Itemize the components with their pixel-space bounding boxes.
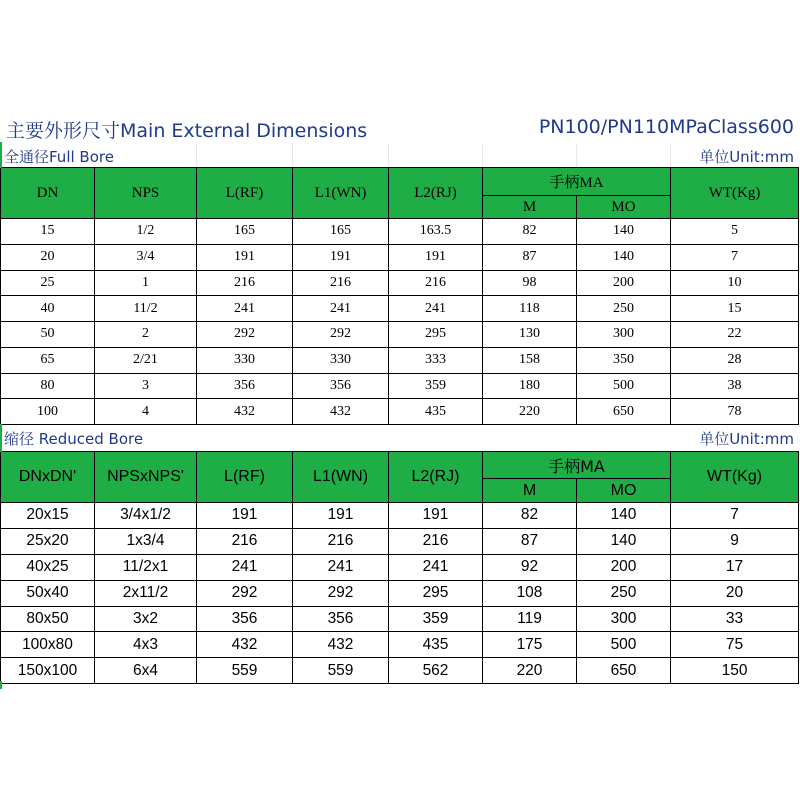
cell-nps: 2 xyxy=(95,322,197,348)
col-header-mo: MO xyxy=(577,479,671,503)
cell-m: 108 xyxy=(483,580,577,606)
cell-dn: 20x15 xyxy=(1,503,95,529)
reduced-bore-heading: 缩径 Reduced Bore xyxy=(4,430,144,448)
cell-m: 220 xyxy=(483,399,577,425)
cell-wt: 38 xyxy=(671,373,799,399)
reduced-bore-unit: 单位Unit:mm xyxy=(699,430,794,448)
cell-m: 98 xyxy=(483,270,577,296)
cell-nps: 3/4 xyxy=(95,244,197,270)
cell-l2-rj: 216 xyxy=(389,270,483,296)
table-row xyxy=(1,270,799,296)
cell-nps: 6x4 xyxy=(95,658,197,684)
cell-mo: 250 xyxy=(577,580,671,606)
cell-wt: 75 xyxy=(671,632,799,658)
reduced-bore-table xyxy=(0,451,799,684)
table-row xyxy=(1,322,799,348)
cell-l-rf: 292 xyxy=(197,322,293,348)
cell-wt: 5 xyxy=(671,219,799,245)
col-header-wt: WT(Kg) xyxy=(671,168,799,219)
table-row xyxy=(1,347,799,373)
cell-mo: 500 xyxy=(577,373,671,399)
cell-l1-wn: 356 xyxy=(293,606,389,632)
full-bore-table xyxy=(0,167,799,425)
cell-l1-wn: 559 xyxy=(293,658,389,684)
cell-l2-rj: 216 xyxy=(389,528,483,554)
cell-dn: 50 xyxy=(1,322,95,348)
table-row xyxy=(1,373,799,399)
cell-l2-rj: 163.5 xyxy=(389,219,483,245)
margin-marker xyxy=(0,681,2,689)
col-header-m: M xyxy=(483,479,577,503)
table-row xyxy=(1,503,799,529)
cell-l1-wn: 216 xyxy=(293,270,389,296)
cell-l2-rj: 359 xyxy=(389,606,483,632)
cell-l2-rj: 241 xyxy=(389,296,483,322)
cell-l-rf: 165 xyxy=(197,219,293,245)
cell-wt: 15 xyxy=(671,296,799,322)
cell-wt: 28 xyxy=(671,347,799,373)
cell-dn: 40x25 xyxy=(1,554,95,580)
cell-dn: 50x40 xyxy=(1,580,95,606)
cell-dn: 100x80 xyxy=(1,632,95,658)
cell-l1-wn: 432 xyxy=(293,399,389,425)
cell-m: 82 xyxy=(483,219,577,245)
cell-mo: 140 xyxy=(577,503,671,529)
cell-wt: 17 xyxy=(671,554,799,580)
cell-dn: 20 xyxy=(1,244,95,270)
cell-l1-wn: 191 xyxy=(293,244,389,270)
cell-mo: 650 xyxy=(577,399,671,425)
cell-l-rf: 356 xyxy=(197,373,293,399)
cell-l2-rj: 359 xyxy=(389,373,483,399)
cell-l1-wn: 292 xyxy=(293,580,389,606)
cell-wt: 7 xyxy=(671,244,799,270)
cell-l1-wn: 191 xyxy=(293,503,389,529)
cell-nps: 3x2 xyxy=(95,606,197,632)
cell-l1-wn: 292 xyxy=(293,322,389,348)
cell-l-rf: 432 xyxy=(197,632,293,658)
cell-nps: 2/21 xyxy=(95,347,197,373)
cell-m: 158 xyxy=(483,347,577,373)
cell-wt: 33 xyxy=(671,606,799,632)
title-row xyxy=(0,112,800,144)
col-header-handle: 手柄MA xyxy=(483,452,671,479)
col-header-wt: WT(Kg) xyxy=(671,452,799,503)
cell-mo: 140 xyxy=(577,528,671,554)
table-row xyxy=(1,296,799,322)
table-row xyxy=(1,554,799,580)
cell-dn: 80 xyxy=(1,373,95,399)
cell-m: 130 xyxy=(483,322,577,348)
cell-l-rf: 330 xyxy=(197,347,293,373)
cell-l2-rj: 295 xyxy=(389,580,483,606)
cell-dn: 150x100 xyxy=(1,658,95,684)
cell-wt: 20 xyxy=(671,580,799,606)
cell-l-rf: 559 xyxy=(197,658,293,684)
cell-l-rf: 356 xyxy=(197,606,293,632)
pressure-class-label: PN100/PN110MPaClass600 xyxy=(538,116,794,138)
cell-wt: 7 xyxy=(671,503,799,529)
cell-nps: 3/4x1/2 xyxy=(95,503,197,529)
cell-mo: 500 xyxy=(577,632,671,658)
cell-mo: 200 xyxy=(577,554,671,580)
col-header-l-rf: L(RF) xyxy=(197,168,293,219)
cell-dn: 65 xyxy=(1,347,95,373)
cell-mo: 300 xyxy=(577,606,671,632)
table-row xyxy=(1,399,799,425)
cell-nps: 1/2 xyxy=(95,219,197,245)
cell-mo: 140 xyxy=(577,219,671,245)
page-title: 主要外形尺寸Main External Dimensions xyxy=(6,120,368,142)
cell-m: 220 xyxy=(483,658,577,684)
cell-mo: 140 xyxy=(577,244,671,270)
cell-l1-wn: 216 xyxy=(293,528,389,554)
cell-nps: 1 xyxy=(95,270,197,296)
reduced-bore-table-body xyxy=(1,503,799,684)
cell-l-rf: 191 xyxy=(197,244,293,270)
cell-l1-wn: 432 xyxy=(293,632,389,658)
cell-nps: 4 xyxy=(95,399,197,425)
col-header-m: M xyxy=(483,196,577,219)
cell-wt: 9 xyxy=(671,528,799,554)
cell-l2-rj: 333 xyxy=(389,347,483,373)
cell-dn: 80x50 xyxy=(1,606,95,632)
col-header-l2-rj: L2(RJ) xyxy=(389,452,483,503)
col-header-nps: NPS xyxy=(95,168,197,219)
table-row xyxy=(1,606,799,632)
cell-l-rf: 432 xyxy=(197,399,293,425)
cell-l-rf: 191 xyxy=(197,503,293,529)
cell-wt: 22 xyxy=(671,322,799,348)
cell-m: 175 xyxy=(483,632,577,658)
cell-l1-wn: 241 xyxy=(293,554,389,580)
col-header-dn: DN xyxy=(1,168,95,219)
cell-wt: 10 xyxy=(671,270,799,296)
col-header-l2-rj: L2(RJ) xyxy=(389,168,483,219)
cell-nps: 11/2x1 xyxy=(95,554,197,580)
cell-dn: 40 xyxy=(1,296,95,322)
cell-dn: 25 xyxy=(1,270,95,296)
full-bore-heading: 全通径Full Bore xyxy=(4,148,114,166)
margin-marker xyxy=(0,424,2,452)
cell-m: 118 xyxy=(483,296,577,322)
cell-m: 87 xyxy=(483,244,577,270)
cell-l2-rj: 295 xyxy=(389,322,483,348)
cell-mo: 200 xyxy=(577,270,671,296)
table-row xyxy=(1,219,799,245)
col-header-l1-wn: L1(WN) xyxy=(293,452,389,503)
reduced-bore-section-header xyxy=(0,425,800,449)
cell-l2-rj: 562 xyxy=(389,658,483,684)
cell-l-rf: 216 xyxy=(197,270,293,296)
table-row xyxy=(1,658,799,684)
col-header-l-rf: L(RF) xyxy=(197,452,293,503)
cell-m: 87 xyxy=(483,528,577,554)
col-header-handle: 手柄MA xyxy=(483,168,671,196)
cell-nps: 4x3 xyxy=(95,632,197,658)
cell-l2-rj: 191 xyxy=(389,244,483,270)
table-row xyxy=(1,244,799,270)
cell-nps: 2x11/2 xyxy=(95,580,197,606)
cell-l1-wn: 165 xyxy=(293,219,389,245)
cell-wt: 150 xyxy=(671,658,799,684)
cell-l1-wn: 330 xyxy=(293,347,389,373)
cell-l1-wn: 241 xyxy=(293,296,389,322)
cell-nps: 11/2 xyxy=(95,296,197,322)
cell-l-rf: 292 xyxy=(197,580,293,606)
cell-dn: 25x20 xyxy=(1,528,95,554)
table-row xyxy=(1,528,799,554)
col-header-mo: MO xyxy=(577,196,671,219)
cell-l2-rj: 241 xyxy=(389,554,483,580)
cell-l-rf: 241 xyxy=(197,554,293,580)
table-row xyxy=(1,632,799,658)
col-header-dn: DNxDN' xyxy=(1,452,95,503)
full-bore-section-header xyxy=(0,143,800,167)
cell-l2-rj: 435 xyxy=(389,399,483,425)
cell-m: 82 xyxy=(483,503,577,529)
cell-m: 180 xyxy=(483,373,577,399)
cell-mo: 300 xyxy=(577,322,671,348)
table-row xyxy=(1,580,799,606)
cell-l2-rj: 191 xyxy=(389,503,483,529)
cell-dn: 100 xyxy=(1,399,95,425)
col-header-l1-wn: L1(WN) xyxy=(293,168,389,219)
full-bore-table-body xyxy=(1,219,799,425)
cell-l-rf: 216 xyxy=(197,528,293,554)
cell-m: 119 xyxy=(483,606,577,632)
full-bore-unit: 单位Unit:mm xyxy=(699,148,794,166)
margin-marker xyxy=(0,142,2,168)
cell-l-rf: 241 xyxy=(197,296,293,322)
col-header-nps: NPSxNPS' xyxy=(95,452,197,503)
cell-m: 92 xyxy=(483,554,577,580)
cell-mo: 350 xyxy=(577,347,671,373)
cell-nps: 1x3/4 xyxy=(95,528,197,554)
cell-dn: 15 xyxy=(1,219,95,245)
cell-mo: 250 xyxy=(577,296,671,322)
cell-l1-wn: 356 xyxy=(293,373,389,399)
cell-wt: 78 xyxy=(671,399,799,425)
cell-mo: 650 xyxy=(577,658,671,684)
cell-nps: 3 xyxy=(95,373,197,399)
cell-l2-rj: 435 xyxy=(389,632,483,658)
